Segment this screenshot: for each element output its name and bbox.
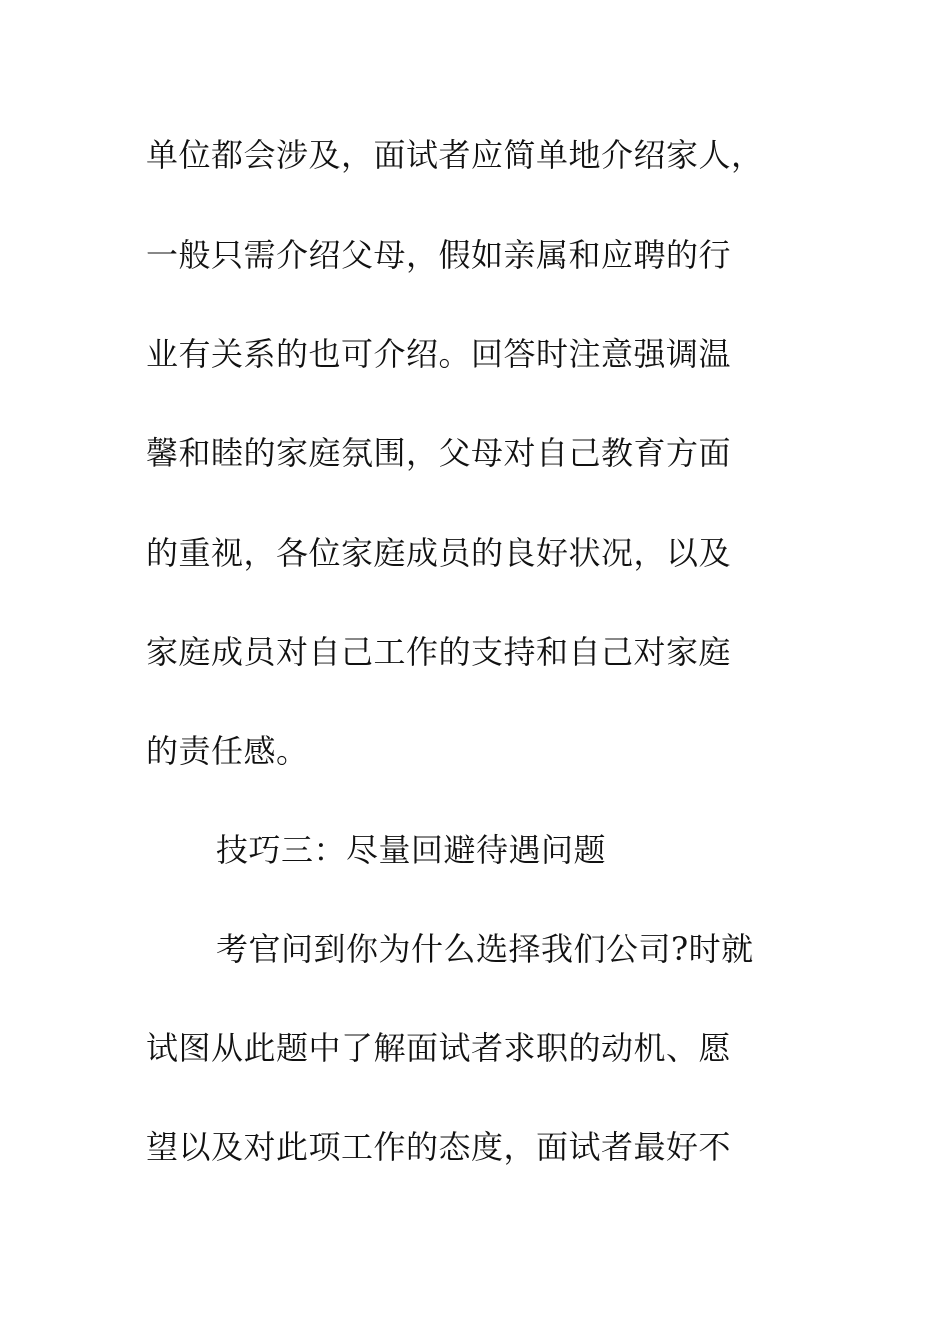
paragraph-line: 的责任感。	[146, 732, 309, 770]
paragraph-line: 家庭成员对自己工作的支持和自己对家庭	[146, 633, 732, 671]
paragraph-line: 业有关系的也可介绍。回答时注意强调温	[146, 335, 732, 373]
paragraph-line: 考官问到你为什么选择我们公司?时就	[216, 930, 754, 968]
section-heading: 技巧三：尽量回避待遇问题	[216, 831, 607, 869]
paragraph-line: 单位都会涉及，面试者应简单地介绍家人，	[146, 136, 764, 174]
paragraph-line: 试图从此题中了解面试者求职的动机、愿	[146, 1029, 732, 1067]
paragraph-line: 馨和睦的家庭氛围，父母对自己教育方面	[146, 434, 732, 472]
paragraph-line: 的重视，各位家庭成员的良好状况，以及	[146, 534, 732, 572]
paragraph-line: 一般只需介绍父母，假如亲属和应聘的行	[146, 236, 732, 274]
paragraph-line: 望以及对此项工作的态度，面试者最好不	[146, 1128, 732, 1166]
